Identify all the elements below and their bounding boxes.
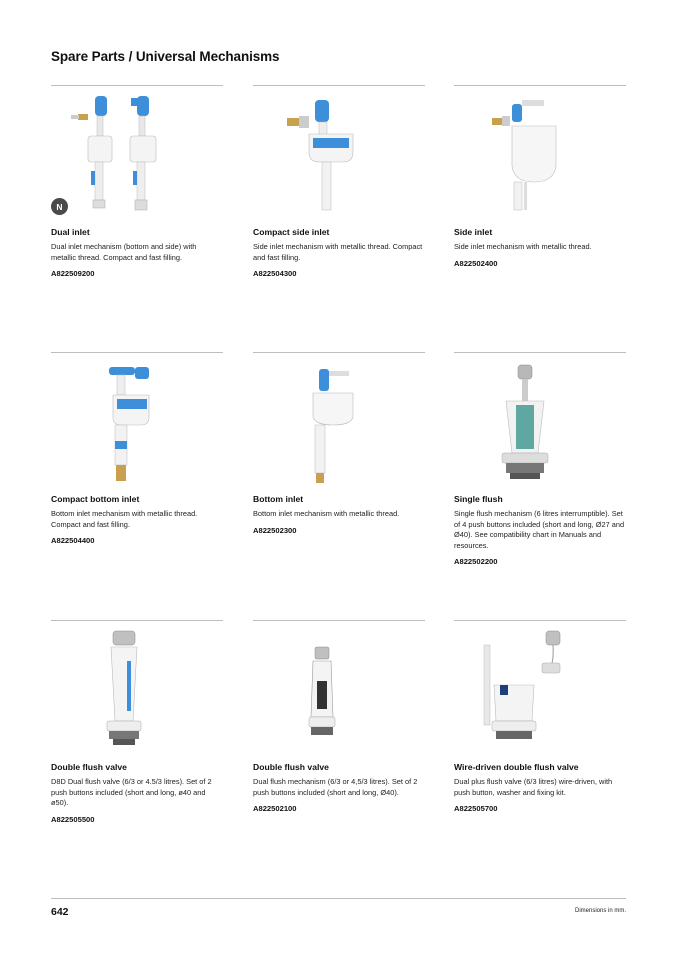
product-code: A822505500: [51, 814, 95, 824]
product-name: Side inlet: [454, 227, 493, 237]
product-card: [253, 85, 425, 278]
product-card: [454, 85, 626, 268]
product-name: Wire-driven double flush valve: [454, 762, 579, 772]
product-card: [454, 620, 626, 813]
product-description: Dual inlet mechanism (bottom and side) with metallic thread. Compact and fast filling.: [51, 242, 197, 262]
product-description: D8D Dual flush valve (6/3 or 4.5/3 litres). Set of 2 push buttons included (short and long, ø40 and ø50).: [51, 777, 212, 808]
product-code: A822509200: [51, 269, 95, 279]
product-name: Double flush valve: [253, 762, 329, 772]
product-card: [51, 620, 223, 824]
page-number: 642: [51, 906, 69, 918]
product-description: Side inlet mechanism with metallic thread. Compact and fast filling.: [253, 242, 423, 262]
product-description: Bottom inlet mechanism with metallic thread.: [253, 509, 400, 518]
product-code: A822502100: [253, 804, 297, 814]
new-badge: N: [51, 198, 68, 215]
product-code: A822502300: [253, 525, 297, 535]
dual-inlet-valve-image: [51, 86, 223, 224]
page-title: Spare Parts / Universal Mechanisms: [51, 49, 280, 64]
compact-bottom-inlet-valve-image: [51, 353, 223, 491]
double-flush-valve-image: [51, 621, 223, 759]
product-name: Bottom inlet: [253, 494, 304, 504]
product-card: [51, 85, 223, 278]
bottom-inlet-valve-image: [253, 353, 425, 491]
product-name: Double flush valve: [51, 762, 127, 772]
dual-flush-mechanism-image: [253, 621, 425, 759]
product-card: [51, 352, 223, 545]
side-inlet-valve-image: [454, 86, 626, 224]
single-flush-valve-image: [454, 353, 626, 491]
product-name: Dual inlet: [51, 227, 90, 237]
product-description: Dual plus flush valve (6/3 litres) wire-driven, with push button, washer and fixing kit.: [454, 777, 613, 797]
product-name: Compact side inlet: [253, 227, 330, 237]
footer-note: Dimensions in mm.: [574, 908, 626, 914]
product-code: A822502200: [454, 557, 498, 567]
product-description: Dual flush mechanism (6/3 or 4,5/3 litres). Set of 2 push buttons included (short and long, Ø40).: [253, 777, 418, 797]
product-code: A822504300: [253, 269, 297, 279]
product-card: [253, 352, 425, 535]
wire-driven-flush-valve-image: [454, 621, 626, 759]
compact-side-inlet-valve-image: [253, 86, 425, 224]
footer-divider: [51, 898, 626, 899]
product-code: A822505700: [454, 804, 498, 814]
product-code: A822502400: [454, 258, 498, 268]
product-card: [253, 620, 425, 813]
product-name: Single flush: [454, 494, 503, 504]
product-code: A822504400: [51, 536, 95, 546]
product-description: Bottom inlet mechanism with metallic thread. Compact and fast filling.: [51, 509, 198, 529]
product-description: Side inlet mechanism with metallic thread.: [454, 242, 592, 251]
product-name: Compact bottom inlet: [51, 494, 140, 504]
product-description: Single flush mechanism (6 litres interrumptible). Set of 4 push buttons included (short and long, Ø27 and Ø40). See compatibility chart in Manuals and resources.: [454, 509, 625, 550]
product-card: [454, 352, 626, 566]
